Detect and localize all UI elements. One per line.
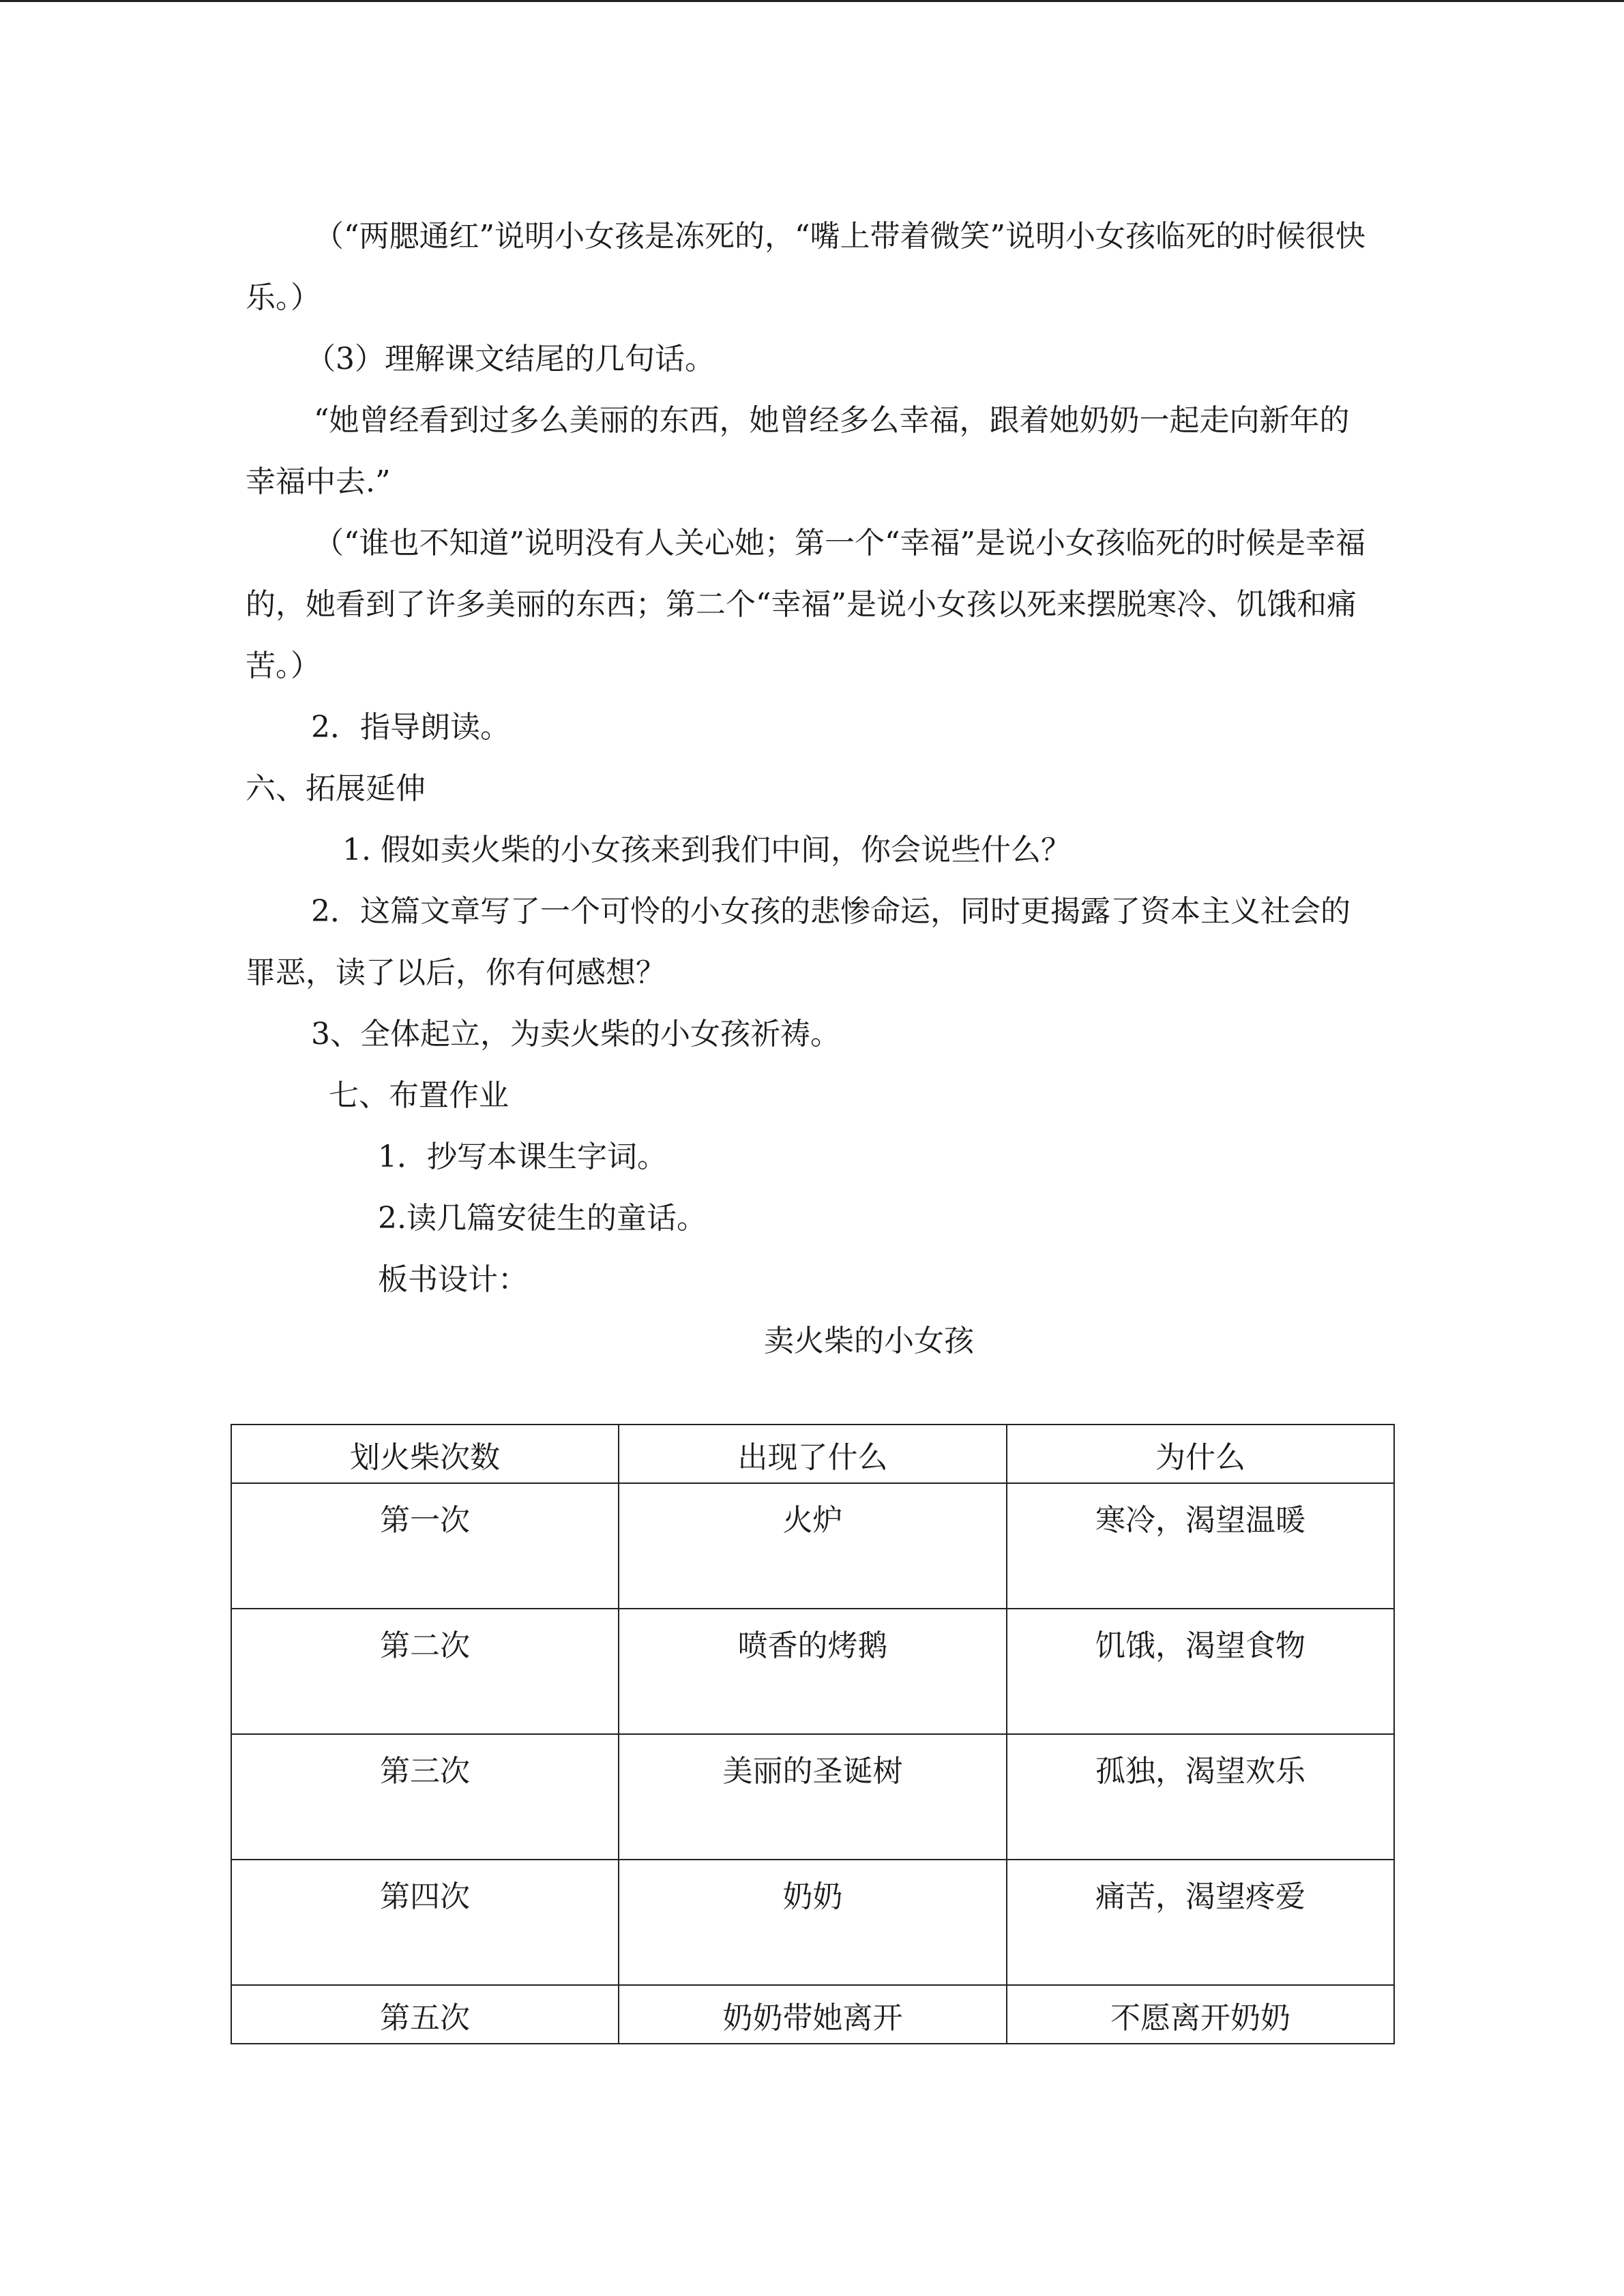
column-header-why: 为什么 [1007,1425,1394,1483]
table-cell: 寒冷，渴望温暖 [1007,1483,1394,1609]
table-row [231,1985,1394,2044]
table-cell: 第五次 [231,1985,619,2044]
table-cell: 美丽的圣诞树 [619,1734,1007,1860]
table-row [231,1860,1394,1985]
table-row [231,1734,1394,1860]
column-header-what-appeared: 出现了什么 [619,1425,1007,1483]
column-header-strike-count: 划火柴次数 [231,1425,619,1483]
page-top-border [0,0,1624,2]
table-cell: 痛苦，渴望疼爱 [1007,1860,1394,1985]
extension-item-3: 3、全体起立，为卖火柴的小女孩祈祷。 [311,1017,840,1052]
board-design-label: 板书设计： [378,1262,528,1297]
table-row [231,1609,1394,1734]
paragraph-ending-quote: “她曾经看到过多么美丽的东西，她曾经多么幸福，跟着她奶奶一起走向新年的幸福中去.” [246,403,1350,499]
section-heading-homework: 七、布置作业 [329,1078,509,1113]
table-header-row [231,1425,1394,1483]
table-cell: 不愿离开奶奶 [1007,1985,1394,2044]
paragraph-cheeks-explanation: （“两腮通红”说明小女孩是冻死的，“嘴上带着微笑”说明小女孩临死的时候很快乐。） [246,219,1365,315]
table-cell: 第四次 [231,1860,619,1985]
paragraph-guide-reading: 2．指导朗读。 [311,710,510,745]
homework-item-2: 2.读几篇安徒生的童话。 [378,1201,707,1236]
board-table [231,1424,1395,2044]
table-cell: 孤独，渴望欢乐 [1007,1734,1394,1860]
table-cell: 喷香的烤鹅 [619,1609,1007,1734]
extension-item-1: 1. 假如卖火柴的小女孩来到我们中间，你会说些什么？ [342,833,1071,867]
table-cell: 饥饿，渴望食物 [1007,1609,1394,1734]
paragraph-happiness-explanation: （“谁也不知道”说明没有人关心她；第一个“幸福”是说小女孩临死的时候是幸福的，她看到了许多美丽的东西；第二个“幸福”是说小女孩以死来摆脱寒冷、饥饿和痛苦。） [246,526,1365,683]
section-heading-extension: 六、拓展延伸 [246,771,426,806]
table-cell: 奶奶带她离开 [619,1985,1007,2044]
homework-item-1: 1．抄写本课生字词。 [378,1139,667,1174]
table-cell: 第一次 [231,1483,619,1609]
table-cell: 火炉 [619,1483,1007,1609]
extension-item-2: 2．这篇文章写了一个可怜的小女孩的悲惨命运，同时更揭露了资本主义社会的罪恶，读了以后，你有何感想？ [246,894,1350,990]
board-title: 卖火柴的小女孩 [764,1324,974,1358]
paragraph-understand-ending: （3）理解课文结尾的几句话。 [306,342,715,376]
table-cell: 奶奶 [619,1860,1007,1985]
table-cell: 第三次 [231,1734,619,1860]
table-row [231,1483,1394,1609]
table-cell: 第二次 [231,1609,619,1734]
